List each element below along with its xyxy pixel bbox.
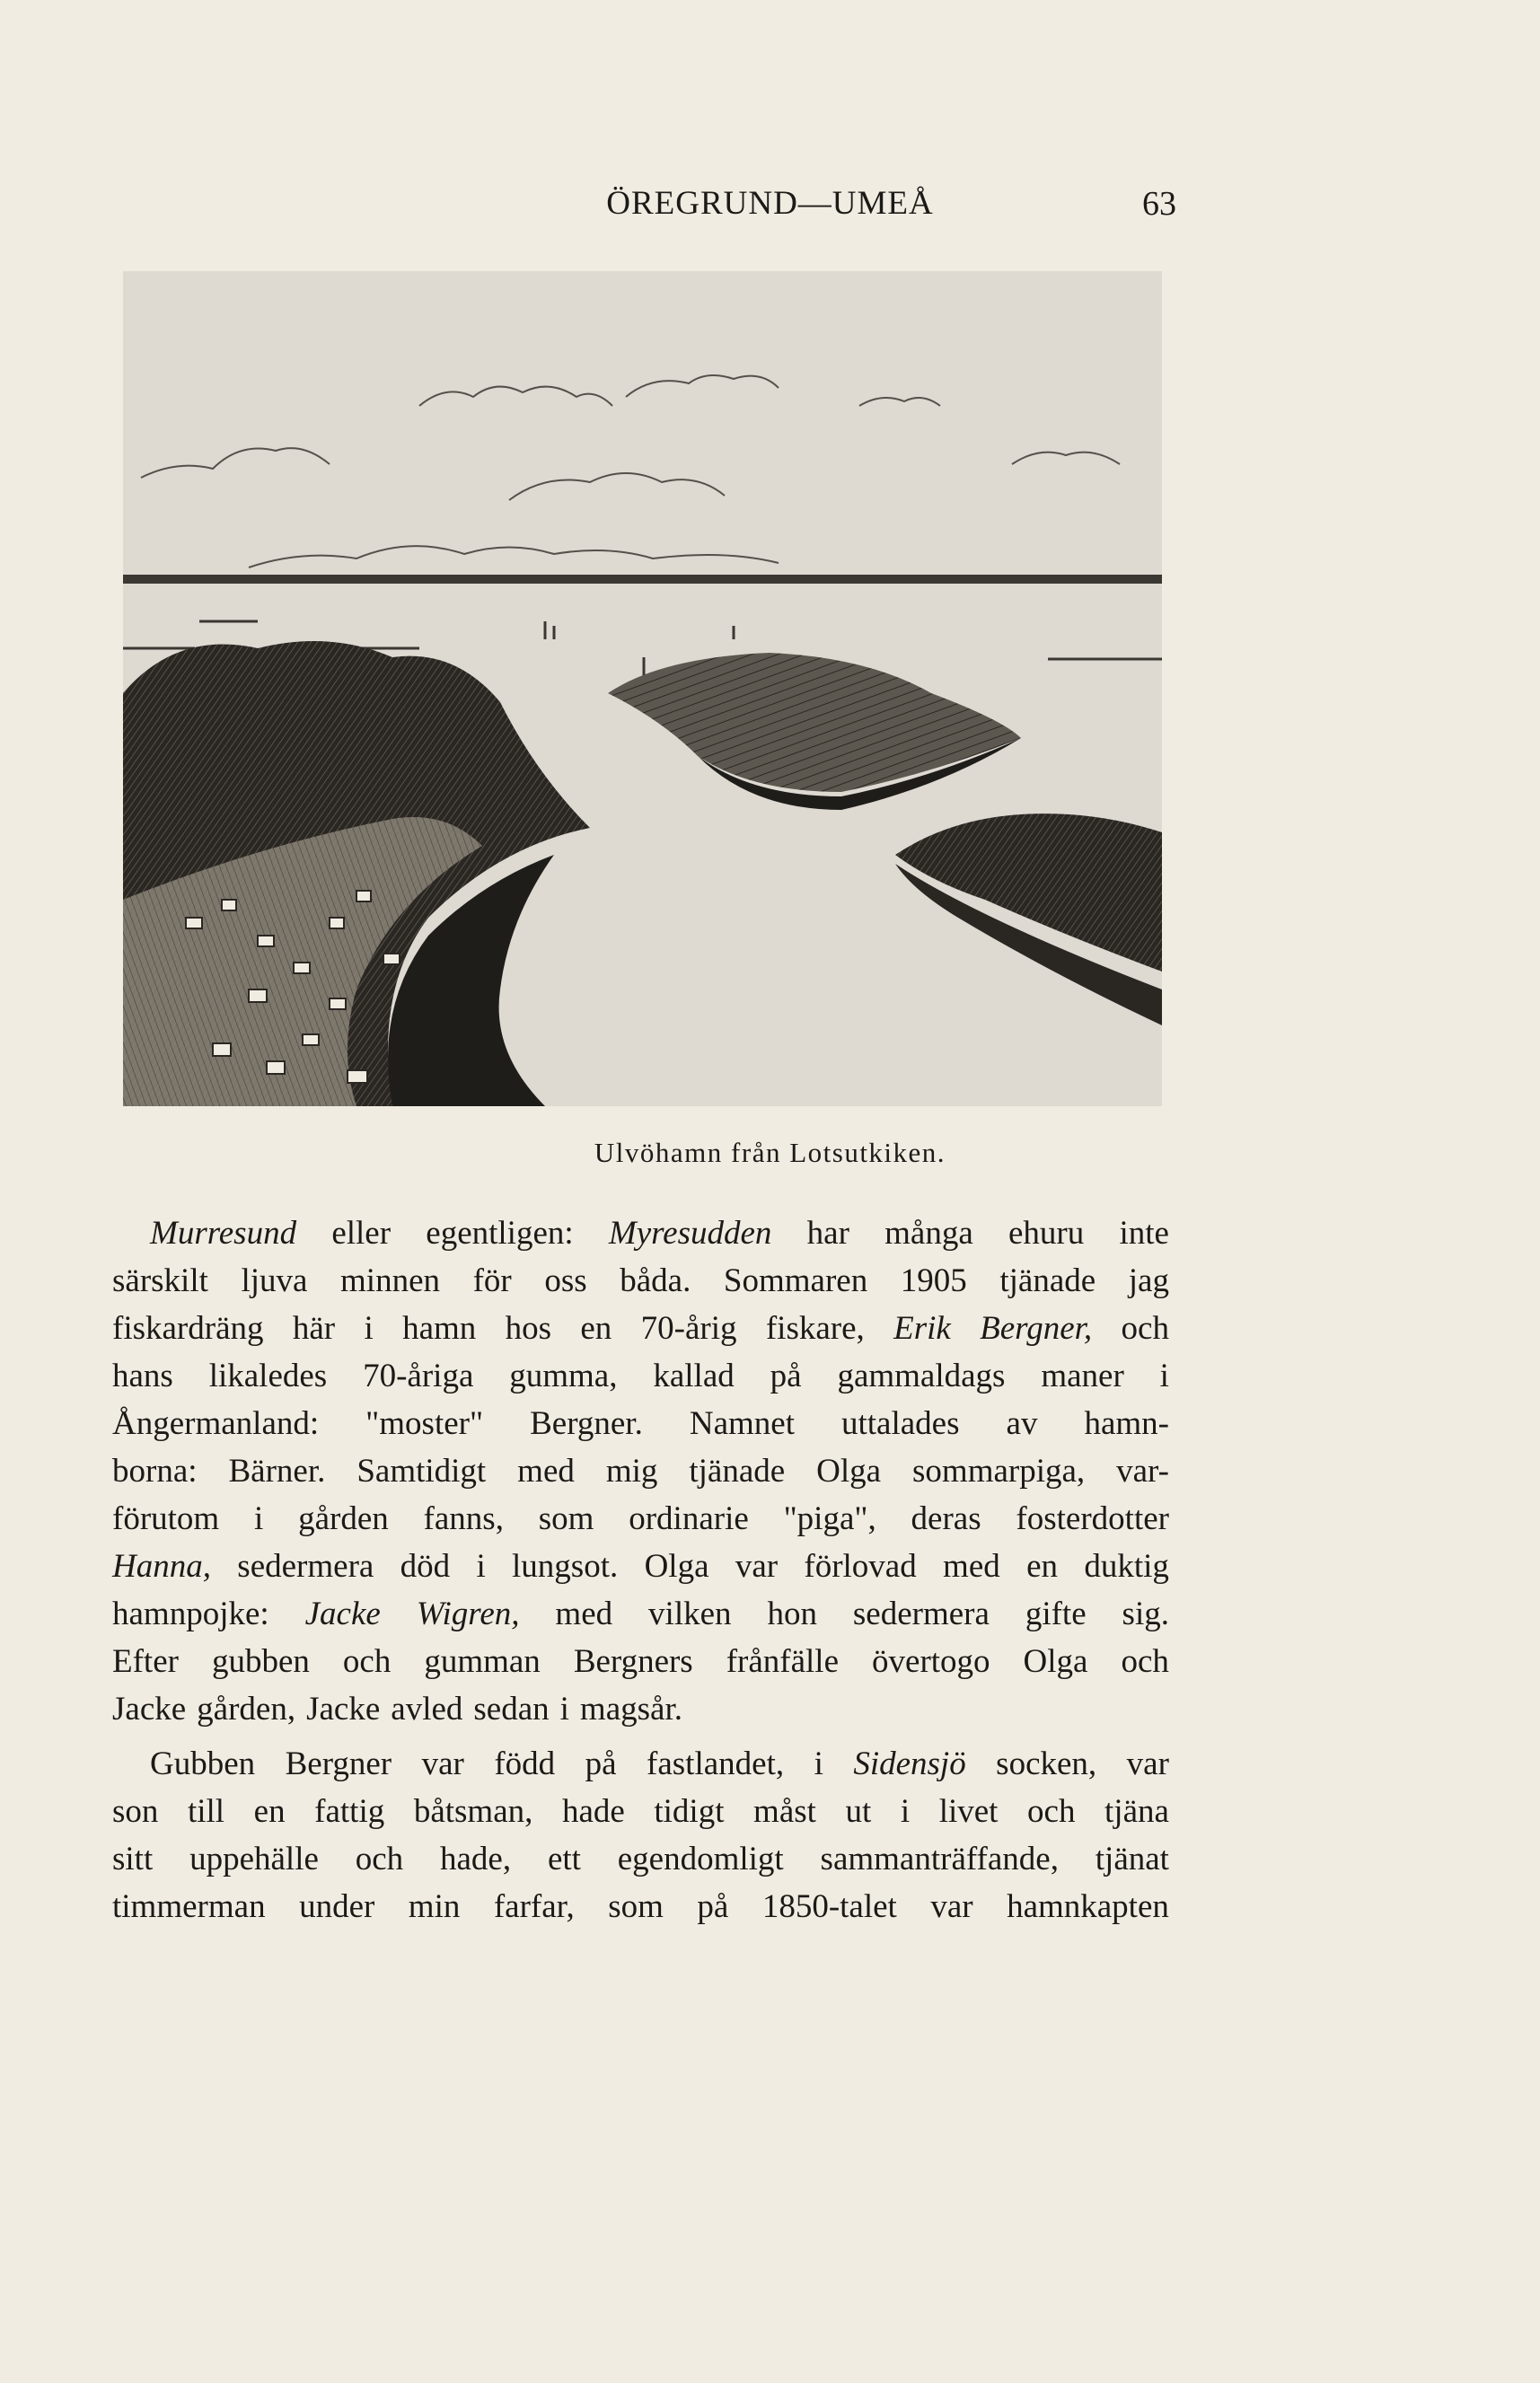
word: som: [538, 1500, 594, 1537]
word: inte: [1119, 1215, 1169, 1252]
word: magsår.: [579, 1691, 682, 1728]
word: hans: [112, 1358, 173, 1394]
word: en: [253, 1793, 286, 1830]
word: timmerman: [112, 1888, 266, 1925]
word: sedan: [473, 1691, 550, 1728]
word: särskilt: [112, 1262, 208, 1299]
word: duktig: [1084, 1548, 1169, 1585]
word: vilken: [648, 1596, 732, 1632]
word: Efter: [112, 1643, 179, 1680]
word: deras: [911, 1500, 981, 1537]
word: 70-åriga: [363, 1358, 474, 1394]
word: 1905: [900, 1262, 967, 1299]
word: uttalades: [840, 1405, 960, 1442]
word: för: [472, 1262, 512, 1299]
word: i: [900, 1793, 911, 1830]
word: hon: [767, 1596, 817, 1632]
word: tidigt: [654, 1793, 725, 1830]
running-head: [0, 184, 1540, 229]
word: gubben: [211, 1643, 310, 1680]
word: sammanträffande,: [820, 1841, 1059, 1877]
word: hamn-: [1084, 1405, 1169, 1442]
harbor-drawing: [123, 271, 1162, 1106]
word: måst: [753, 1793, 816, 1830]
word: Murresund: [150, 1215, 297, 1252]
word: Jacke: [112, 1691, 187, 1728]
word: kallad: [653, 1358, 735, 1394]
word: Sommaren: [723, 1262, 868, 1299]
word: livet: [938, 1793, 999, 1830]
word: har: [806, 1215, 849, 1252]
word: fastlandet,: [647, 1745, 785, 1782]
word: många: [884, 1215, 973, 1252]
word: sig.: [1122, 1596, 1169, 1632]
word: på: [697, 1888, 729, 1925]
word: och: [1027, 1793, 1076, 1830]
word: Erik: [893, 1310, 951, 1347]
word: Jacke: [304, 1596, 381, 1632]
word: fanns,: [423, 1500, 504, 1537]
word: "moster": [365, 1405, 484, 1442]
word: med: [555, 1596, 613, 1632]
word: och: [1121, 1310, 1169, 1347]
word: hade: [561, 1793, 625, 1830]
text-line: [112, 1685, 1169, 1733]
word: var: [735, 1548, 779, 1585]
text-line: [112, 1400, 1169, 1447]
paragraph-gap: [112, 1733, 1169, 1740]
paragraph: [112, 1209, 1169, 1733]
text-line: [112, 1638, 1169, 1685]
word: var-: [1116, 1453, 1169, 1490]
word: ordinarie: [629, 1500, 749, 1537]
word: sitt: [112, 1841, 154, 1877]
word: son: [112, 1793, 159, 1830]
word: fattig: [314, 1793, 385, 1830]
word: socken,: [996, 1745, 1097, 1782]
word: fiskare,: [765, 1310, 865, 1347]
word: av: [1006, 1405, 1038, 1442]
running-title: ÖREGRUND—UMEÅ: [606, 185, 934, 222]
word: lungsot.: [512, 1548, 619, 1585]
word: i: [1159, 1358, 1169, 1394]
word: och: [355, 1841, 404, 1877]
word: Samtidigt: [356, 1453, 487, 1490]
word: under: [299, 1888, 375, 1925]
word: tjänat: [1095, 1841, 1169, 1877]
word: gumman: [424, 1643, 541, 1680]
word: var: [1126, 1745, 1169, 1782]
text-line: [112, 1495, 1169, 1543]
word: ut: [845, 1793, 872, 1830]
word: hade,: [440, 1841, 512, 1877]
word: Bergner: [285, 1745, 392, 1782]
word: mig: [605, 1453, 658, 1490]
word: gifte: [1025, 1596, 1087, 1632]
word: 1850-talet: [761, 1888, 897, 1925]
text-line: [112, 1788, 1169, 1835]
word: ljuva: [241, 1262, 308, 1299]
word: gården,: [197, 1691, 296, 1728]
harbor-illustration: [123, 271, 1162, 1106]
word: och: [1121, 1643, 1169, 1680]
word: tjäna: [1104, 1793, 1169, 1830]
word: en: [1026, 1548, 1058, 1585]
word: maner: [1041, 1358, 1124, 1394]
word: Hanna,: [112, 1548, 211, 1585]
word: Bergner.: [530, 1405, 643, 1442]
word: i: [364, 1310, 374, 1347]
word: hamnkapten: [1007, 1888, 1169, 1925]
text-line: [112, 1740, 1169, 1788]
word: farfar,: [493, 1888, 575, 1925]
word: gården: [298, 1500, 389, 1537]
word: båda.: [620, 1262, 691, 1299]
word: egendomligt: [617, 1841, 784, 1877]
word: Olga: [1023, 1643, 1088, 1680]
word: Jacke: [306, 1691, 381, 1728]
word: Gubben: [150, 1745, 256, 1782]
text-line: [112, 1590, 1169, 1638]
word: gammaldags: [837, 1358, 1006, 1394]
word: i: [814, 1745, 823, 1782]
page-number: 63: [1142, 185, 1176, 223]
word: Bergners: [573, 1643, 693, 1680]
word: som: [608, 1888, 664, 1925]
word: tjänade: [999, 1262, 1096, 1299]
word: fosterdotter: [1016, 1500, 1169, 1537]
word: gumma,: [509, 1358, 618, 1394]
word: egentligen:: [426, 1215, 574, 1252]
text-line: [112, 1352, 1169, 1400]
word: hamn: [402, 1310, 477, 1347]
text-line: [112, 1883, 1169, 1930]
word: sedermera: [852, 1596, 990, 1632]
word: övertogo: [872, 1643, 990, 1680]
word: förlovad: [804, 1548, 917, 1585]
word: Olga: [816, 1453, 882, 1490]
figure-caption: Ulvöhamn från Lotsutkiken.: [594, 1137, 946, 1168]
word: likaledes: [208, 1358, 328, 1394]
word: jag: [1128, 1262, 1169, 1299]
word: båtsman,: [413, 1793, 533, 1830]
word: på: [585, 1745, 617, 1782]
word: tjänade: [689, 1453, 786, 1490]
word: eller: [331, 1215, 392, 1252]
word: och: [342, 1643, 392, 1680]
word: sommarpiga,: [912, 1453, 1086, 1490]
word: Namnet: [689, 1405, 795, 1442]
word: fiskardräng: [112, 1310, 264, 1347]
word: var: [930, 1888, 973, 1925]
word: förutom: [112, 1500, 220, 1537]
text-line: [112, 1447, 1169, 1495]
text-line: [112, 1209, 1169, 1257]
word: en: [580, 1310, 612, 1347]
word: Sidensjö: [853, 1745, 966, 1782]
word: hos: [505, 1310, 552, 1347]
word: ett: [547, 1841, 581, 1877]
word: "piga",: [783, 1500, 876, 1537]
word: Olga: [644, 1548, 709, 1585]
word: med: [943, 1548, 1000, 1585]
word: i: [559, 1691, 569, 1728]
word: Ångermanland:: [112, 1405, 320, 1442]
text-line: [112, 1543, 1169, 1590]
word: min: [408, 1888, 461, 1925]
word: född: [494, 1745, 556, 1782]
word: Myresudden: [608, 1215, 772, 1252]
word: med: [517, 1453, 575, 1490]
word: Wigren,: [416, 1596, 520, 1632]
word: på: [770, 1358, 802, 1394]
word: frånfälle: [726, 1643, 840, 1680]
word: ehuru: [1008, 1215, 1085, 1252]
body-text: [112, 1209, 1169, 1930]
word: Bergner,: [980, 1310, 1093, 1347]
word: var: [421, 1745, 464, 1782]
word: minnen: [340, 1262, 441, 1299]
word: Bärner.: [228, 1453, 326, 1490]
word: till: [187, 1793, 225, 1830]
word: 70-årig: [640, 1310, 737, 1347]
word: hamnpojke:: [112, 1596, 269, 1632]
word: här: [292, 1310, 336, 1347]
text-line: [112, 1257, 1169, 1305]
horizon: [123, 575, 1162, 584]
word: oss: [544, 1262, 587, 1299]
text-line: [112, 1835, 1169, 1883]
word: död: [400, 1548, 451, 1585]
word: avled: [391, 1691, 463, 1728]
word: borna:: [112, 1453, 198, 1490]
text-line: [112, 1305, 1169, 1352]
word: sedermera: [237, 1548, 374, 1585]
word: i: [476, 1548, 486, 1585]
word: uppehälle: [189, 1841, 319, 1877]
paragraph: [112, 1740, 1169, 1930]
word: i: [254, 1500, 264, 1537]
